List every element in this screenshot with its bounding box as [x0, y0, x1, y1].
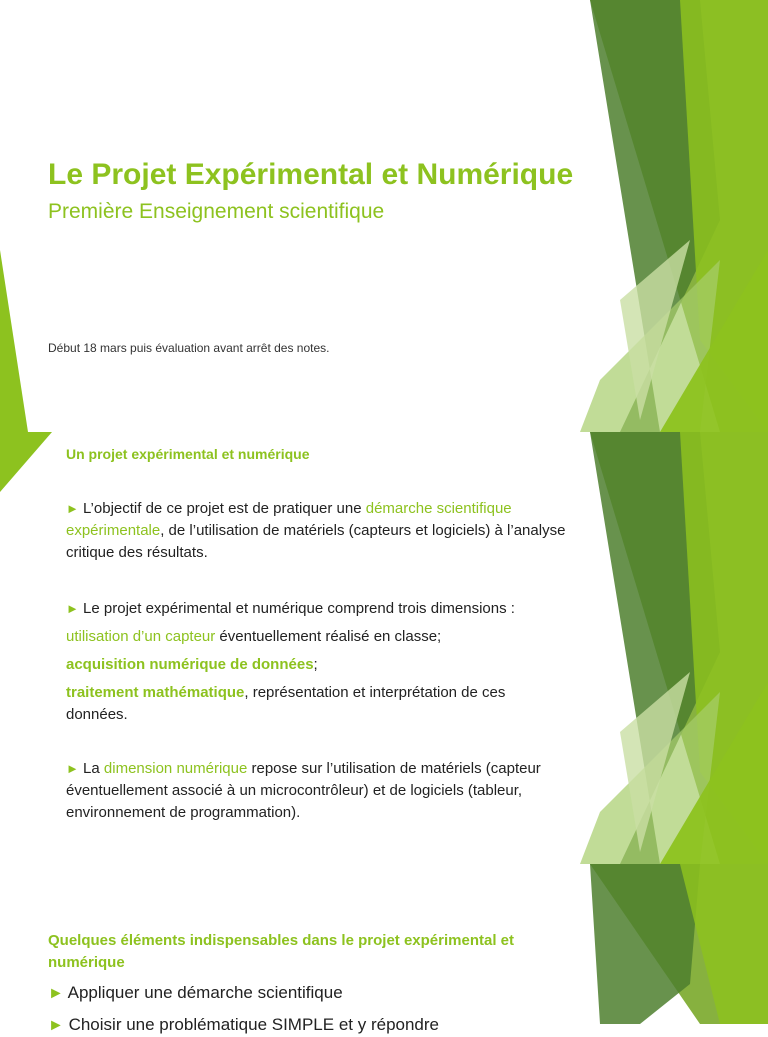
- arrow-bullet-icon: ►: [66, 761, 79, 776]
- arrow-bullet-icon: ►: [66, 501, 79, 516]
- bullet-text: Le projet expérimental et numérique comprend trois dimensions :: [83, 600, 515, 617]
- dimension-2: [66, 654, 576, 676]
- highlight-text: utilisation d’un capteur: [66, 628, 216, 645]
- arrow-bullet-icon: ►: [66, 601, 79, 616]
- bullet-dimensions: [66, 598, 576, 620]
- dimension-text: éventuellement réalisé en classe;: [215, 628, 442, 645]
- highlight-text: dimension numérique: [103, 760, 248, 777]
- dimension-text: ;: [313, 656, 318, 673]
- bullet-text: repose sur l’utilisation de matériels (capteur éventuellement associé à un microcontrôleur) et de logiciels (tableur, environnement de programmation).: [66, 760, 541, 821]
- section-heading: Quelques éléments indispensables dans le projet expérimental et numérique: [48, 932, 514, 971]
- arrow-bullet-icon: ►: [48, 1017, 64, 1034]
- bullet-objective: [66, 498, 576, 564]
- bullet-numeric: [66, 758, 546, 824]
- highlight-text: acquisition numérique de données: [66, 656, 314, 673]
- bullet-text: L’objectif de ce projet est de pratiquer une: [83, 500, 366, 517]
- slide-subtitle: Première Enseignement scientifique: [48, 200, 385, 223]
- highlight-text: démarche scientifique expérimentale: [66, 500, 512, 539]
- slide-project: [0, 432, 768, 864]
- bullet-text: , de l’utilisation de matériels (capteurs et logiciels) à l’analyse critique des résultats.: [66, 522, 566, 561]
- slide-note: Début 18 mars puis évaluation avant arrêt des notes.: [48, 341, 330, 355]
- section-heading: Un projet expérimental et numérique: [66, 446, 310, 462]
- slide-elements: [0, 864, 768, 1034]
- list-item-text: Choisir une problématique SIMPLE et y répondre: [68, 1015, 440, 1034]
- list-item: [48, 1014, 568, 1037]
- dimension-1: [66, 626, 576, 648]
- dimension-text: , représentation et interprétation de ces données.: [66, 684, 506, 723]
- highlight-text: traitement mathématique: [66, 684, 245, 701]
- bullet-text: La: [83, 760, 104, 777]
- slide-title-text: Le Projet Expérimental et Numérique: [48, 158, 574, 191]
- slide-title: [0, 0, 768, 432]
- list-item-text: Appliquer une démarche scientifique: [67, 983, 343, 1002]
- dimension-3: [66, 682, 546, 726]
- list-item: [48, 982, 568, 1005]
- arrow-bullet-icon: ►: [48, 985, 64, 1002]
